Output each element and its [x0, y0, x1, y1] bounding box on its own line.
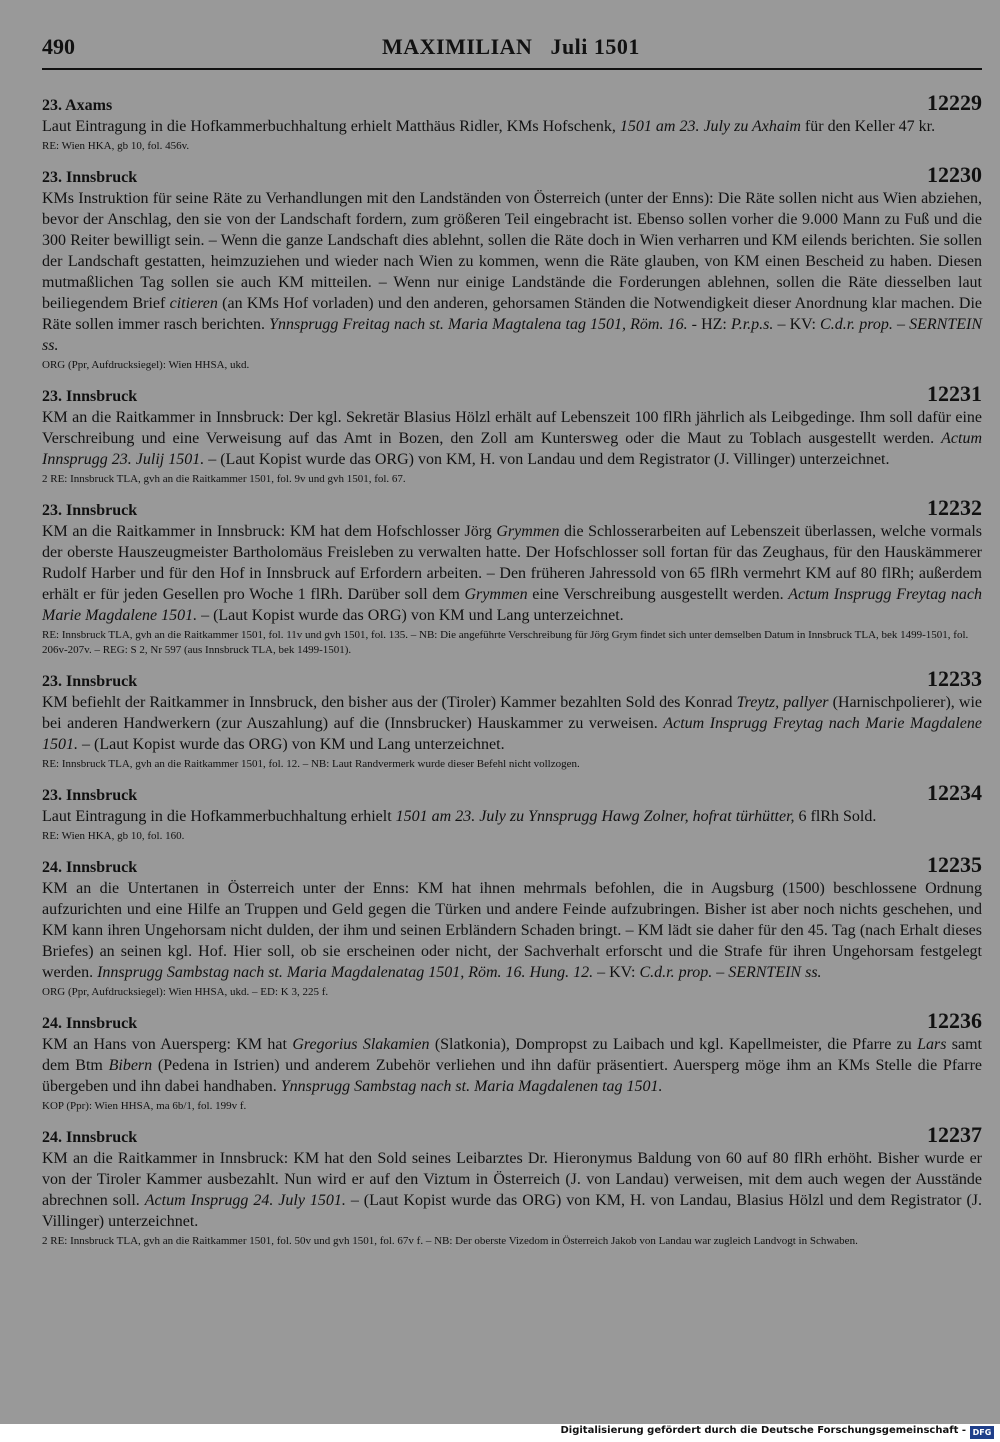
entry-body-text: – (Laut Kopist wurde das ORG) von KM und Lang unterzeichnet. [197, 607, 624, 624]
entry-number: 12232 [927, 495, 982, 520]
entry-body [42, 878, 982, 983]
entry-number: 12229 [927, 90, 982, 115]
entry-number: 12234 [927, 780, 982, 805]
entry-head [42, 1008, 982, 1034]
entry-body [42, 806, 982, 827]
entry-head [42, 666, 982, 692]
entry-body-text: (Pedena in Istrien) und anderem Zubehör verliehen und ihn dafür präsentiert. Auersperg möge ihm an KMs Stelle die Pfarre übergeben und ihn dabei handhaben. [42, 1057, 983, 1095]
entry-body [42, 116, 982, 137]
entry-body-text: KM an die Raitkammer in Innsbruck: KM hat den Sold seines Leibarztes Dr. Hieronymus Baldung von 60 auf 80 flRh erhöht. Bisher wurde er von der Tiroler Kammer ausbezahlt. Nun wird er auf den Viztum in Österreich (J. von Landau) verweisen, mit dem auch wegen der Ausstände abrechnen soll. [42, 1150, 982, 1209]
entry-body-text: eine Verschreibung ausgestellt werden. [527, 586, 789, 603]
regest-entry [42, 666, 982, 772]
entry-source: ORG (Ppr, Aufdrucksiegel): Wien HHSA, ukd. [42, 359, 250, 371]
regest-entry [42, 780, 982, 844]
entry-body-text: – (Laut Kopist wurde das ORG) von KM und Lang unterzeichnet. [78, 736, 505, 753]
page-header [42, 30, 982, 70]
entry-body-text: 6 flRh Sold. [794, 808, 877, 825]
entry-body-italic: Grymmen [464, 586, 528, 603]
entry-date-place: 23. Innsbruck [42, 169, 138, 186]
entry-body-text: KM an die Raitkammer in Innsbruck: KM hat dem Hofschlosser Jörg [42, 523, 497, 540]
entry-body-text: KM an Hans von Auersperg: KM hat [42, 1036, 293, 1053]
entry-body-text: KM an die Raitkammer in Innsbruck: Der kgl. Sekretär Blasius Hölzl erhält auf Lebenszeit 100 flRh jährlich als Leibgedinge. Ihm soll dafür eine Verschreibung und eine Verweisung auf das Amt in Bozen, den Zoll am Kuntersweg oder die Maut zu Toblach ausgestellt werden. [42, 409, 982, 447]
entry-body-italic: P.r.p.s. [730, 316, 774, 333]
dfg-logo: DFG [970, 1426, 994, 1439]
entry-body-italic: Lars [917, 1036, 947, 1053]
entry-body-text: – KV: [593, 964, 640, 981]
entry-body-text: KM an die Untertanen in Österreich unter der Enns: KM hat ihnen mehrmals befohlen, die in Augsburg (1500) beschlossene Ordnung aufzurichten und eine Hilfe an Truppen und Geld gegen die Türken und andere Feinde aufzubringen. Bisher ist aber noch nichts geschehen, und KM kann ihren Ungehorsam nicht dulden, der ihm und seinen Erbländern Schaden bringt. – KM lädt sie daher für den 45. Tag (nach Erhalt dieses Briefes) an seinen kgl. Hof. Hier soll, ob sie erscheinen oder nicht, der Sachverhalt erforscht und die Strafe für ihren Ungehorsam festgelegt werden. [42, 880, 982, 981]
regest-entry [42, 1008, 982, 1114]
entry-body-italic: C.d.r. prop. – SERNTEIN ss. [639, 964, 822, 981]
entry-body-text: - HZ: [687, 316, 731, 333]
entry-source: RE: Innsbruck TLA, gvh an die Raitkammer 1501, fol. 12. – NB: Laut Randvermerk wurde dieser Befehl nicht vollzogen. [42, 758, 580, 770]
entry-body [42, 692, 982, 755]
entry-body-italic: Actum Insprugg Freytag nach Marie Magdalene 1501. [42, 586, 982, 624]
entry-body-text: Laut Eintragung in die Hofkammerbuchhaltung erhielt Matthäus Ridler, KMs Hofschenk, [42, 118, 620, 135]
entry-date-place: 24. Innsbruck [42, 1015, 138, 1032]
entry-body-italic: 1501 am 23. July zu Ynnsprugg Hawg Zolner, hofrat türhütter, [395, 808, 795, 825]
entry-date-place: 23. Innsbruck [42, 787, 138, 804]
regest-entry [42, 1122, 982, 1249]
regest-entry [42, 90, 982, 154]
entry-body-italic: Actum Insprugg Freytag nach Marie Magdalene 1501. [42, 715, 983, 753]
entry-body-text: samt dem Btm [42, 1036, 982, 1074]
entry-body-text: (Harnischpolierer), wie bei anderen Handwerkern (zur Auszahlung) auf die (Innsbrucker) Hauskammer zu verweisen. [42, 694, 983, 732]
entry-body [42, 1148, 982, 1232]
entry-source: 2 RE: Innsbruck TLA, gvh an die Raitkammer 1501, fol. 9v und gvh 1501, fol. 67. [42, 473, 406, 485]
entry-body [42, 521, 982, 626]
entry-body-text: KM befiehlt der Raitkammer in Innsbruck, den bisher aus der (Tiroler) Kammer bezahlten Sold des Konrad [42, 694, 737, 711]
entry-body-italic: citieren [169, 295, 218, 312]
entry-head [42, 1122, 982, 1148]
entry-head [42, 780, 982, 806]
entry-date-place: 23. Innsbruck [42, 388, 138, 405]
footer-bar [0, 1424, 1000, 1442]
entry-date-place: 23. Axams [42, 97, 113, 114]
entry-body-text: die Schlosserarbeiten auf Lebenszeit überlassen, welche vormals der oberste Hauszeugmeister Bartholomäus Freisleben zu verwalten hatte. Der Hofschlosser soll fortan für das Zeughaus, für den Hauskämmerer Rudolf Harber und für den Hof in Innsbruck auf Erfordern arbeiten. – Den früheren Jahressold von 65 flRh vermehrt KM auf 80 flRh; außerdem erhält er für jeden Gesellen pro Woche 1 flRh. Darüber soll dem [42, 523, 982, 603]
entry-body-italic: Ynnsprugg Freitag nach st. Maria Magtalena tag 1501, Röm. 16. [269, 316, 688, 333]
entry-number: 12235 [927, 852, 982, 877]
entry-body-text: – (Laut Kopist wurde das ORG) von KM, H. von Landau, Blasius Hölzl und dem Registrator (J. Villinger) unterzeichnet. [42, 1192, 982, 1230]
entry-date-place: 24. Innsbruck [42, 1129, 138, 1146]
entry-body-italic: C.d.r. prop. – SERNTEIN ss. [42, 316, 982, 354]
entry-body [42, 1034, 982, 1097]
entry-body-italic: Bibern [108, 1057, 153, 1074]
entry-body-italic: Innsprugg Sambstag nach st. Maria Magdalenatag 1501, Röm. 16. Hung. 12. [97, 964, 594, 981]
entry-body-italic: Grymmen [496, 523, 560, 540]
entry-body-text: für den Keller 47 kr. [800, 118, 936, 135]
entry-number: 12233 [927, 666, 982, 691]
entry-number: 12231 [927, 381, 982, 406]
regest-entry [42, 852, 982, 1000]
entry-body-text: Laut Eintragung in die Hofkammerbuchhaltung erhielt [42, 808, 396, 825]
entry-body-text: (an KMs Hof vorladen) und den anderen, gehorsamen Ständen die Notwendigkeit dieser Anordnung klar machen. Die Räte sollen immer rasch berichten. [42, 295, 983, 333]
entry-body-italic: Gregorius Slakamien [292, 1036, 430, 1053]
entry-head [42, 852, 982, 878]
entry-head [42, 90, 982, 116]
entry-body-italic: Actum Insprugg 24. July 1501. [144, 1192, 346, 1209]
entry-source: RE: Innsbruck TLA, gvh an die Raitkammer 1501, fol. 11v und gvh 1501, fol. 135. – NB: Die angeführte Verschreibung für Jörg Grym findet sich unter demselben Datum in Innsbruck TLA, bek 1499-1501, fol. 206v-207v. – REG: S 2, Nr 597 (aus Innsbruck TLA, bek 1499-1501). [42, 629, 969, 656]
entry-number: 12236 [927, 1008, 982, 1033]
entry-body-text: – (Laut Kopist wurde das ORG) von KM, H. von Landau und dem Registrator (J. Villinger) unterzeichnet. [204, 451, 890, 468]
regest-entry [42, 381, 982, 487]
running-title: MAXIMILIAN Juli 1501 [382, 34, 640, 59]
entry-head [42, 162, 982, 188]
entry-source: ORG (Ppr, Aufdrucksiegel): Wien HHSA, ukd. – ED: K 3, 225 f. [42, 986, 329, 998]
entry-body [42, 407, 982, 470]
entry-source: KOP (Ppr): Wien HHSA, ma 6b/1, fol. 199v f. [42, 1100, 247, 1112]
entry-list [42, 90, 982, 1257]
entry-body-italic: Ynnsprugg Sambstag nach st. Maria Magdalenen tag 1501. [280, 1078, 663, 1095]
entry-body-italic: Actum Innsprugg 23. Julij 1501. [42, 430, 982, 468]
entry-date-place: 23. Innsbruck [42, 673, 138, 690]
entry-source: 2 RE: Innsbruck TLA, gvh an die Raitkammer 1501, fol. 50v und gvh 1501, fol. 67v f. – NB: Der oberste Vizedom in Österreich Jakob von Landau war zugleich Landvogt in Schwaben. [42, 1235, 858, 1247]
entry-source: RE: Wien HKA, gb 10, fol. 456v. [42, 140, 190, 152]
entry-date-place: 24. Innsbruck [42, 859, 138, 876]
entry-body-italic: 1501 am 23. July zu Axhaim [619, 118, 801, 135]
entry-head [42, 495, 982, 521]
entry-body-text: KMs Instruktion für seine Räte zu Verhandlungen mit den Landständen von Österreich (unter der Enns): Die Räte sollen nicht aus Wien abziehen, bevor der Anschlag, den sie von der Landschaft fordern, zum größeren Teil eingebracht ist. Ebenso sollen vorher die 9.000 Mann zu Fuß und die 300 Reiter bewilligt sein. – Wenn die ganze Landschaft dies ablehnt, sollen die Räte doch in Wien verharren und KM eilends berichten. Sie sollen der Landschaft gestatten, heimzuziehen und wieder nach Wien zu kommen, wenn die Räte glauben, von KM einen Bescheid zu haben. Diesen mutmaßlichen Tag sollen sie auch KM mitteilen. – Wenn nur einige Landstände die Forderungen ablehnen, sollen die Räte diesselben laut beiliegendem Brief [42, 190, 982, 312]
entry-body-text: (Slatkonia), Dompropst zu Laibach und kgl. Kapellmeister, die Pfarre zu [429, 1036, 918, 1053]
footer-credit: Digitalisierung gefördert durch die Deutsche Forschungsgemeinschaft - [560, 1425, 966, 1436]
entry-head [42, 381, 982, 407]
page-number: 490 [42, 34, 75, 59]
entry-body-text: – KV: [773, 316, 821, 333]
entry-number: 12230 [927, 162, 982, 187]
regest-entry [42, 495, 982, 658]
entry-date-place: 23. Innsbruck [42, 502, 138, 519]
entry-body-italic: Treytz, pallyer [736, 694, 829, 711]
entry-source: RE: Wien HKA, gb 10, fol. 160. [42, 830, 185, 842]
regest-entry [42, 162, 982, 373]
entry-body [42, 188, 982, 356]
entry-number: 12237 [927, 1122, 982, 1147]
